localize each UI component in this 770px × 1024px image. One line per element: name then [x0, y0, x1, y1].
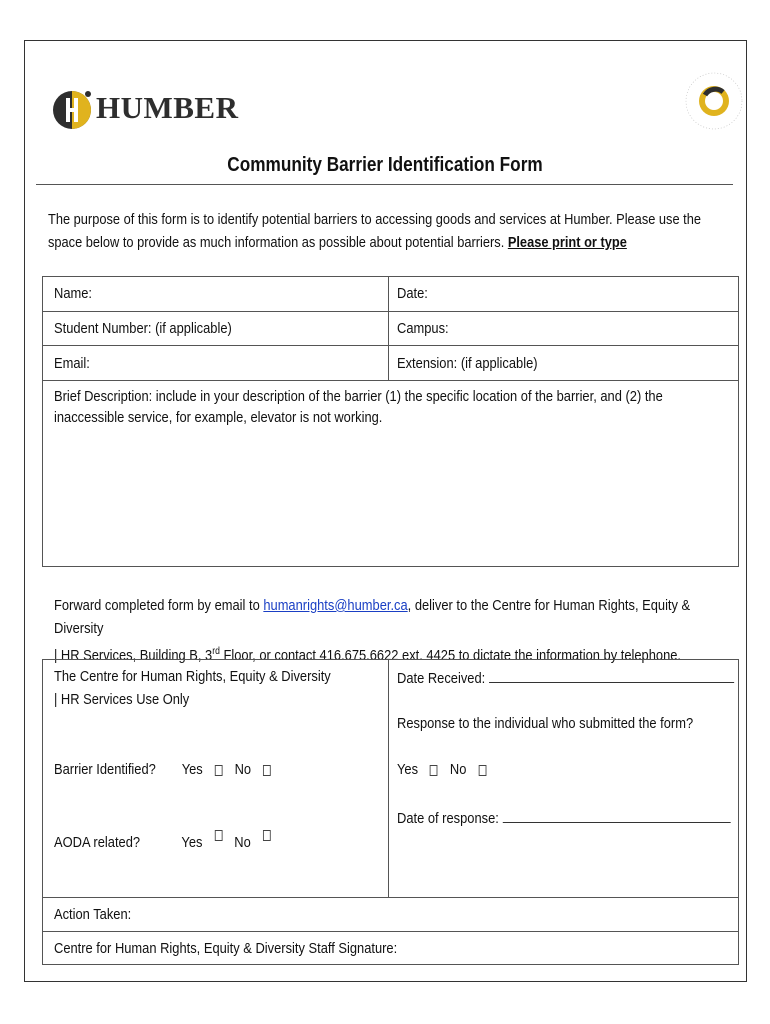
- aoda-related-text: AODA related?: [54, 834, 141, 851]
- date-received-field[interactable]: [397, 668, 734, 687]
- campus-field[interactable]: Campus:: [397, 320, 449, 337]
- row-divider: [42, 897, 739, 898]
- office-heading-line2: | HR Services Use Only: [54, 691, 190, 708]
- response-question: Response to the individual who submitted the form?: [397, 715, 694, 732]
- response-options: [397, 761, 498, 778]
- forward-text-2: , deliver to the Centre for Human Rights, Equity & Diversity: [54, 597, 691, 637]
- barrier-identified-text: Barrier Identified?: [54, 761, 156, 778]
- barrier-no-checkbox[interactable]: [263, 765, 271, 776]
- response-no-label: No: [449, 761, 467, 778]
- humanrights-email-link[interactable]: humanrights@humber.ca: [263, 597, 408, 614]
- date-received-label: Date Received:: [397, 670, 486, 687]
- row-divider: [42, 345, 739, 346]
- email-field[interactable]: Email:: [54, 355, 90, 372]
- date-of-response-field[interactable]: [397, 808, 730, 827]
- logo-wordmark: HUMBER: [96, 90, 239, 125]
- student-number-field[interactable]: Student Number: (if applicable): [54, 320, 232, 337]
- date-of-response-line: [502, 808, 730, 823]
- name-field[interactable]: Name:: [54, 285, 93, 302]
- response-yes-label: Yes: [397, 761, 419, 778]
- column-divider: [388, 659, 389, 897]
- row-divider: [42, 311, 739, 312]
- forward-text-4: Floor, or contact 416.675.6622 ext. 4425 to dictate the information by telephone.: [219, 647, 682, 664]
- intro-text: The purpose of this form is to identify potential barriers to accessing goods and services at Humber. Please use the space below to provide as much information as possible about potential barriers.: [48, 211, 701, 251]
- forward-instructions: [54, 594, 742, 667]
- barrier-no-label: No: [234, 761, 252, 778]
- aoda-yes-checkbox[interactable]: [214, 830, 222, 841]
- forward-text-3: | HR Services, Building B, 3: [54, 647, 213, 664]
- response-yes-checkbox[interactable]: [430, 765, 438, 776]
- row-divider: [42, 380, 739, 381]
- forward-text: Forward completed form by email to: [54, 597, 264, 614]
- extension-field[interactable]: Extension: (if applicable): [397, 355, 538, 372]
- barrier-yes-label: Yes: [181, 761, 203, 778]
- aoda-no-label: No: [234, 834, 251, 851]
- humber-logo-icon: [52, 82, 96, 138]
- title-rule: [36, 184, 733, 185]
- staff-signature-field[interactable]: Centre for Human Rights, Equity & Diversity Staff Signature:: [54, 940, 398, 957]
- description-field[interactable]: Brief Description: include in your description of the barrier (1) the specific location of the barrier, and (2) the inaccessible service, for example, elevator is not working.: [54, 388, 663, 426]
- aoda-no-checkbox[interactable]: [263, 830, 271, 841]
- date-received-line: [489, 668, 734, 683]
- column-divider: [388, 276, 389, 380]
- response-no-checkbox[interactable]: [478, 765, 486, 776]
- action-taken-field[interactable]: Action Taken:: [54, 906, 132, 923]
- barrier-identified-label: [54, 761, 283, 778]
- date-of-response-label: Date of response:: [397, 810, 499, 827]
- office-heading-line1: The Centre for Human Rights, Equity & Diversity: [54, 668, 331, 685]
- date-field[interactable]: Date:: [397, 285, 428, 302]
- intro-emphasis: Please print or type: [507, 234, 627, 251]
- aoda-related-label: [54, 830, 283, 851]
- ordinal-suffix: rd: [212, 646, 220, 657]
- form-title: Community Barrier Identification Form: [227, 154, 543, 176]
- row-divider: [42, 931, 739, 932]
- human-rights-seal-icon: [683, 70, 745, 132]
- aoda-yes-label: Yes: [181, 834, 203, 851]
- intro-paragraph: [48, 208, 732, 254]
- barrier-yes-checkbox[interactable]: [215, 765, 223, 776]
